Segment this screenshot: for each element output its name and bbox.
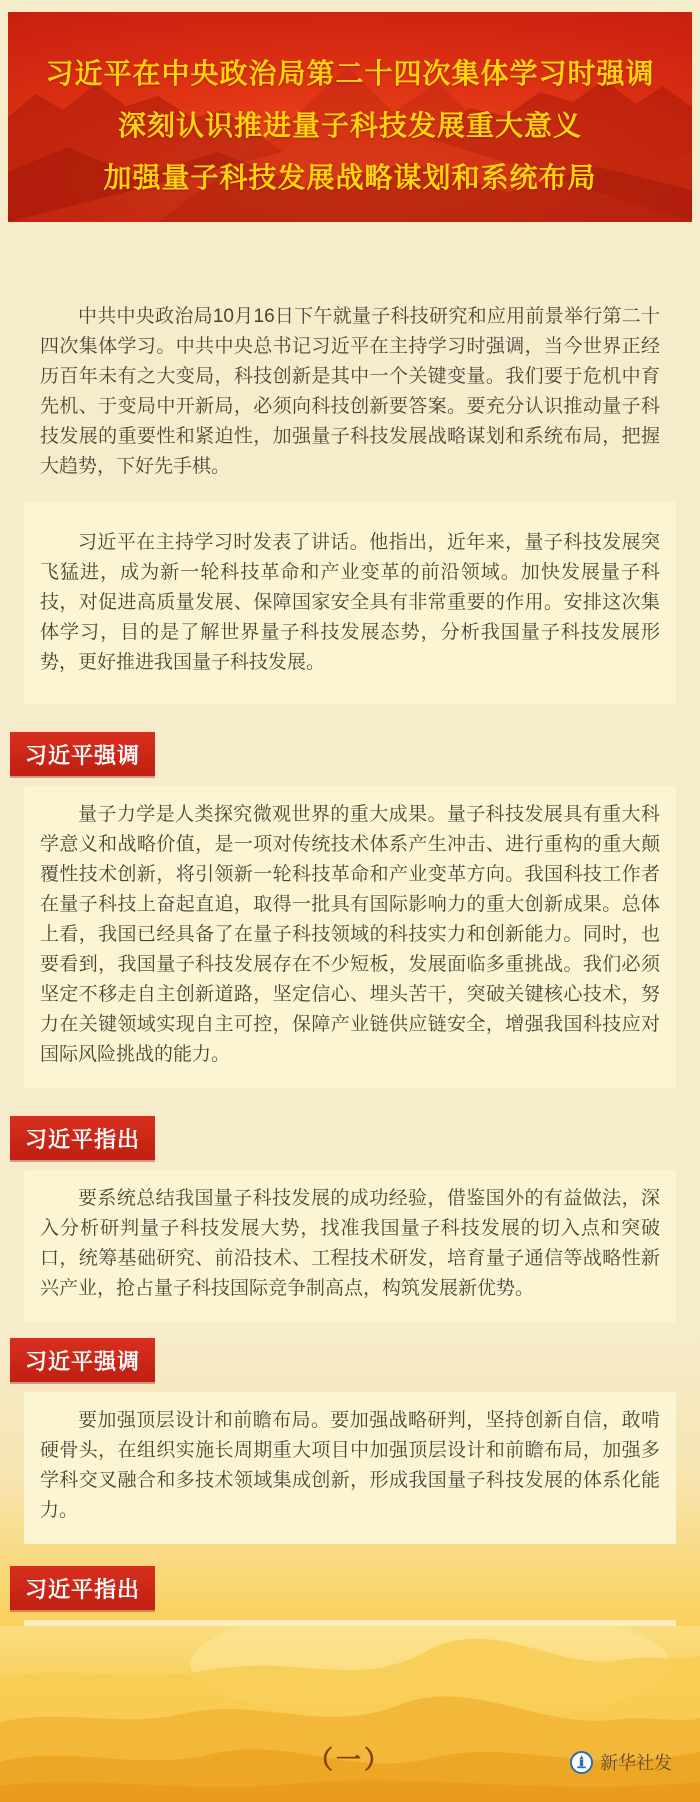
paragraph: 习近平在主持学习时发表了讲话。他指出，近年来，量子科技发展突飞猛进，成为新一轮科技革命和产业变革的前沿领域。加快发展量子科技，对促进高质量发展、保障国家安全具有非常重要的作用。安排这次集体学习，目的是了解世界量子科技发展态势，分析我国量子科技发展形势，更好推进我国量子科技发展。 xyxy=(40,532,660,673)
credit-text: 新华社发 xyxy=(600,1753,672,1773)
badge-xi-pointed-out: 习近平指出 xyxy=(10,1566,155,1610)
quote-box xyxy=(24,786,676,1088)
header-banner xyxy=(8,12,692,222)
page-number: （一） xyxy=(307,1746,392,1774)
article-body xyxy=(0,222,700,1802)
section-xi-emphasized-1 xyxy=(0,732,700,1088)
paragraph: 要加强顶层设计和前瞻布局。要加强战略研判，坚持创新自信，敢啃硬骨头，在组织实施长周期重大项目中加强顶层设计和前瞻布局，加强多学科交叉融合和多技术领域集成创新，形成我国量子科技发展的体系化能力。 xyxy=(40,1410,660,1521)
headline-line-2: 深刻认识推进量子科技发展重大意义 xyxy=(117,110,582,141)
intro-paragraph: 中共中央政治局10月16日下午就量子科技研究和应用前景举行第二十四次集体学习。中共中央总书记习近平在主持学习时强调，当今世界正经历百年未有之大变局，科技创新是其中一个关键变量。我们要于危机中育先机、于变局中开新局，必须向科技创新要答案。要充分认识推动量子科技发展的重要性和紧迫性，加强量子科技发展战略谋划和系统布局，把握大趋势，下好先手棋。 xyxy=(40,306,660,477)
section-xi-emphasized-2 xyxy=(0,1338,700,1544)
badge-xi-emphasized: 习近平强调 xyxy=(10,732,155,776)
badge-xi-pointed-out: 习近平指出 xyxy=(10,1116,155,1160)
paragraph: 要系统总结我国量子科技发展的成功经验，借鉴国外的有益做法，深入分析研判量子科技发展大势，找准我国量子科技发展的切入点和突破口，统筹基础研究、前沿技术、工程技术研发，培育量子通信等战略性新兴产业，抢占量子科技国际竞争制高点，构筑发展新优势。 xyxy=(40,1188,660,1299)
xinhua-logo-icon xyxy=(570,1751,593,1774)
section-speech-overview xyxy=(0,502,700,704)
quote-box xyxy=(24,502,676,704)
credit xyxy=(570,1749,672,1775)
badge-xi-emphasized: 习近平强调 xyxy=(10,1338,155,1382)
section-xi-pointed-out-1 xyxy=(0,1116,700,1322)
headline-line-3: 加强量子科技发展战略谋划和系统布局 xyxy=(103,162,597,193)
headline-line-1: 习近平在中央政治局第二十四次集体学习时强调 xyxy=(45,58,655,89)
headline xyxy=(8,12,692,204)
paragraph: 量子力学是人类探究微观世界的重大成果。量子科技发展具有重大科学意义和战略价值，是一项对传统技术体系产生冲击、进行重构的重大颠覆性技术创新，将引领新一轮科技革命和产业变革方向。我国科技工作者在量子科技上奋起直追，取得一批具有国际影响力的重大创新成果。总体上看，我国已经具备了在量子科技领域的科技实力和创新能力。同时，也要看到，我国量子科技发展存在不少短板，发展面临多重挑战。我们必须坚定不移走自主创新道路，坚定信心、埋头苦干，突破关键核心技术，努力在关键领域实现自主可控，保障产业链供应链安全，增强我国科技应对国际风险挑战的能力。 xyxy=(40,804,660,1065)
quote-box xyxy=(24,1170,676,1322)
quote-box xyxy=(24,1392,676,1544)
